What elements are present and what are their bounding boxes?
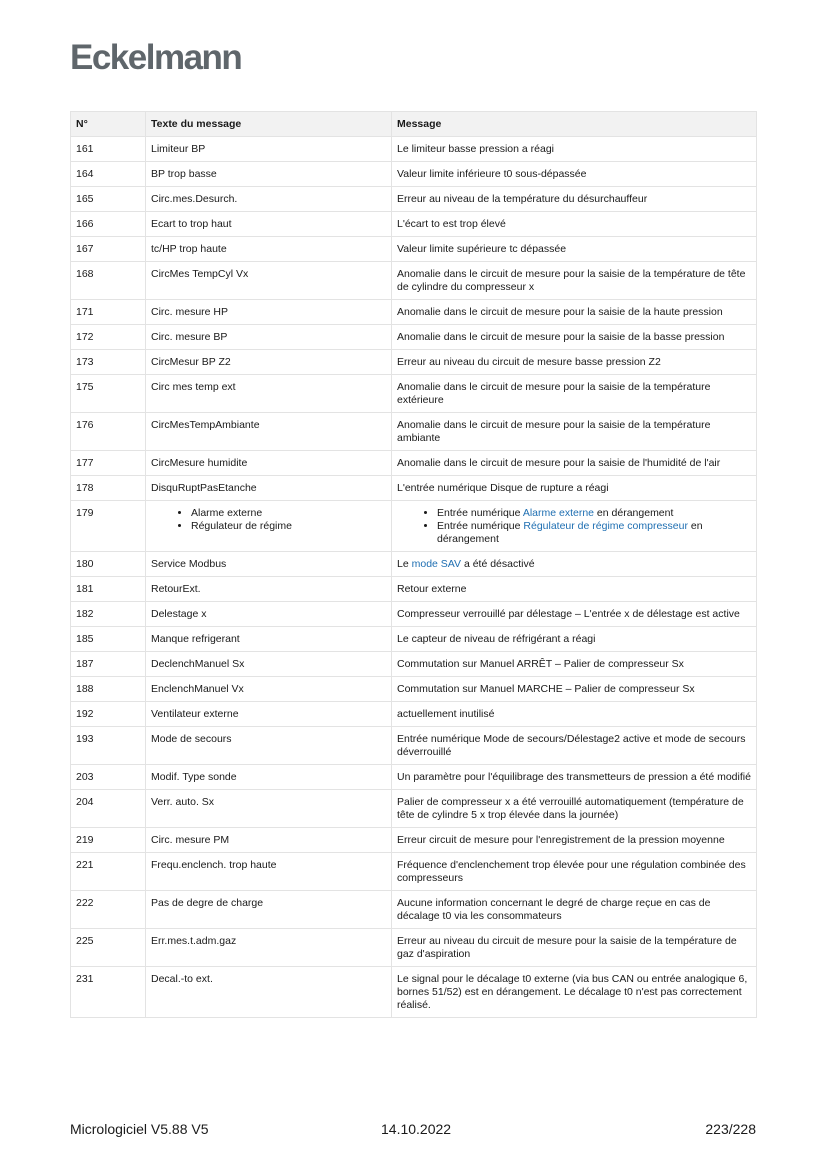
cell-message: Fréquence d'enclenchement trop élevée pour une régulation combinée des compresseurs (392, 853, 757, 891)
cell-text (146, 501, 392, 552)
table-row (71, 162, 757, 187)
cell-message (392, 501, 757, 552)
cell-number: 167 (71, 237, 146, 262)
cell-message: L'écart to est trop élevé (392, 212, 757, 237)
cell-message: Erreur au niveau de la température du désurchauffeur (392, 187, 757, 212)
footer-firmware: Micrologiciel V5.88 V5 (70, 1121, 209, 1137)
cell-text: Mode de secours (146, 727, 392, 765)
mode-sav-link[interactable]: mode SAV (411, 558, 462, 570)
cell-number: 179 (71, 501, 146, 552)
list-item: • Régulateur de régime (191, 520, 386, 533)
cell-number: 204 (71, 790, 146, 828)
cell-text: RetourExt. (146, 577, 392, 602)
table-row (71, 350, 757, 375)
cell-message: Erreur au niveau du circuit de mesure pour la saisie de la température de gaz d'aspiration (392, 929, 757, 967)
cell-number: 161 (71, 137, 146, 162)
cell-message: Le limiteur basse pression a réagi (392, 137, 757, 162)
table-row (71, 577, 757, 602)
cell-text: Circ. mesure BP (146, 325, 392, 350)
cell-message: Compresseur verrouillé par délestage – L'entrée x de délestage est active (392, 602, 757, 627)
table-row (71, 929, 757, 967)
cell-number: 225 (71, 929, 146, 967)
cell-number: 203 (71, 765, 146, 790)
table-row (71, 262, 757, 300)
cell-message: Erreur circuit de mesure pour l'enregistrement de la pression moyenne (392, 828, 757, 853)
table-row (71, 137, 757, 162)
table-row (71, 476, 757, 501)
cell-number: 176 (71, 413, 146, 451)
cell-text: Decal.-to ext. (146, 967, 392, 1018)
cell-text: CircMes TempCyl Vx (146, 262, 392, 300)
alarme-externe-link[interactable]: Alarme externe (522, 507, 595, 519)
cell-text: Service Modbus (146, 552, 392, 577)
table-row (71, 552, 757, 577)
cell-message: L'entrée numérique Disque de rupture a réagi (392, 476, 757, 501)
cell-number: 166 (71, 212, 146, 237)
cell-number: 187 (71, 652, 146, 677)
table-row (71, 413, 757, 451)
cell-number: 168 (71, 262, 146, 300)
cell-text: CircMesTempAmbiante (146, 413, 392, 451)
text-list (151, 507, 386, 533)
cell-message: Anomalie dans le circuit de mesure pour la saisie de la température de tête de cylindre du compresseur x (392, 262, 757, 300)
cell-number: 165 (71, 187, 146, 212)
cell-text: Verr. auto. Sx (146, 790, 392, 828)
cell-number: 181 (71, 577, 146, 602)
cell-number: 180 (71, 552, 146, 577)
footer-date: 14.10.2022 (381, 1121, 452, 1137)
table-row (71, 300, 757, 325)
table-row (71, 375, 757, 413)
table-row (71, 790, 757, 828)
table-row (71, 727, 757, 765)
cell-number: 164 (71, 162, 146, 187)
cell-message: Valeur limite supérieure tc dépassée (392, 237, 757, 262)
cell-text: Circ. mesure HP (146, 300, 392, 325)
footer-page-number: 223/228 (705, 1121, 756, 1137)
table-row (71, 627, 757, 652)
table-header-row (71, 112, 757, 137)
table-row (71, 602, 757, 627)
cell-message: Anomalie dans le circuit de mesure pour la saisie de l'humidité de l'air (392, 451, 757, 476)
cell-message: Anomalie dans le circuit de mesure pour la saisie de la basse pression (392, 325, 757, 350)
table-row (71, 187, 757, 212)
table-row (71, 967, 757, 1018)
table-row (71, 212, 757, 237)
cell-text: BP trop basse (146, 162, 392, 187)
table-row (71, 237, 757, 262)
cell-text: Limiteur BP (146, 137, 392, 162)
cell-text: Frequ.enclench. trop haute (146, 853, 392, 891)
cell-number: 193 (71, 727, 146, 765)
cell-text: Pas de degre de charge (146, 891, 392, 929)
cell-text: DisquRuptPasEtanche (146, 476, 392, 501)
table-row (71, 828, 757, 853)
cell-number: 185 (71, 627, 146, 652)
list-item: • Entrée numérique Régulateur de régime compresseur en dérangement (437, 520, 751, 546)
cell-message: Commutation sur Manuel MARCHE – Palier de compresseur Sx (392, 677, 757, 702)
cell-text: CircMesur BP Z2 (146, 350, 392, 375)
message-list (397, 507, 751, 546)
cell-text: Ecart to trop haut (146, 212, 392, 237)
cell-number: 221 (71, 853, 146, 891)
cell-message: Commutation sur Manuel ARRÊT – Palier de compresseur Sx (392, 652, 757, 677)
col-header-text: Texte du message (146, 112, 392, 137)
col-header-number: N° (71, 112, 146, 137)
cell-number: 172 (71, 325, 146, 350)
cell-text: Delestage x (146, 602, 392, 627)
cell-text: Modif. Type sonde (146, 765, 392, 790)
table-row (71, 853, 757, 891)
cell-text: CircMesure humidite (146, 451, 392, 476)
cell-number: 175 (71, 375, 146, 413)
list-item: • Alarme externe (191, 507, 386, 520)
table-row (71, 451, 757, 476)
cell-message: Anomalie dans le circuit de mesure pour la saisie de la haute pression (392, 300, 757, 325)
cell-message: Le signal pour le décalage t0 externe (via bus CAN ou entrée analogique 6, bornes 51/52) est en dérangement. Le décalage t0 n'est pas correctement réalisé. (392, 967, 757, 1018)
message-table (70, 111, 757, 1018)
cell-number: 222 (71, 891, 146, 929)
cell-message: Entrée numérique Mode de secours/Délestage2 active et mode de secours déverrouillé (392, 727, 757, 765)
cell-number: 173 (71, 350, 146, 375)
cell-text: Manque refrigerant (146, 627, 392, 652)
cell-number: 182 (71, 602, 146, 627)
cell-number: 178 (71, 476, 146, 501)
cell-number: 192 (71, 702, 146, 727)
table-row (71, 325, 757, 350)
cell-number: 177 (71, 451, 146, 476)
regulateur-regime-link[interactable]: Régulateur de régime compresseur (523, 520, 688, 532)
cell-message: Aucune information concernant le degré de charge reçue en cas de décalage t0 via les consommateurs (392, 891, 757, 929)
cell-text: Circ.mes.Desurch. (146, 187, 392, 212)
cell-number: 171 (71, 300, 146, 325)
cell-message: Le mode SAV a été désactivé (392, 552, 757, 577)
table-row (71, 891, 757, 929)
table-row (71, 765, 757, 790)
cell-number: 231 (71, 967, 146, 1018)
cell-text: Circ mes temp ext (146, 375, 392, 413)
cell-text: Ventilateur externe (146, 702, 392, 727)
cell-message: Valeur limite inférieure t0 sous-dépassée (392, 162, 757, 187)
cell-number: 188 (71, 677, 146, 702)
cell-message: Anomalie dans le circuit de mesure pour la saisie de la température extérieure (392, 375, 757, 413)
cell-text: Circ. mesure PM (146, 828, 392, 853)
table-row (71, 501, 757, 552)
cell-message: Retour externe (392, 577, 757, 602)
brand-logo: Eckelmann (70, 38, 242, 77)
cell-text: tc/HP trop haute (146, 237, 392, 262)
cell-message: Anomalie dans le circuit de mesure pour la saisie de la température ambiante (392, 413, 757, 451)
cell-message: actuellement inutilisé (392, 702, 757, 727)
table-row (71, 652, 757, 677)
cell-text: DeclenchManuel Sx (146, 652, 392, 677)
cell-text: Err.mes.t.adm.gaz (146, 929, 392, 967)
cell-message: Le capteur de niveau de réfrigérant a réagi (392, 627, 757, 652)
cell-number: 219 (71, 828, 146, 853)
table-row (71, 702, 757, 727)
cell-text: EnclenchManuel Vx (146, 677, 392, 702)
list-item: • Entrée numérique Alarme externe en dérangement (437, 507, 751, 520)
col-header-message: Message (392, 112, 757, 137)
table-row (71, 677, 757, 702)
cell-message: Erreur au niveau du circuit de mesure basse pression Z2 (392, 350, 757, 375)
cell-message: Palier de compresseur x a été verrouillé automatiquement (température de tête de cylindre 5 x trop élevée dans la journée) (392, 790, 757, 828)
cell-message: Un paramètre pour l'équilibrage des transmetteurs de pression a été modifié (392, 765, 757, 790)
